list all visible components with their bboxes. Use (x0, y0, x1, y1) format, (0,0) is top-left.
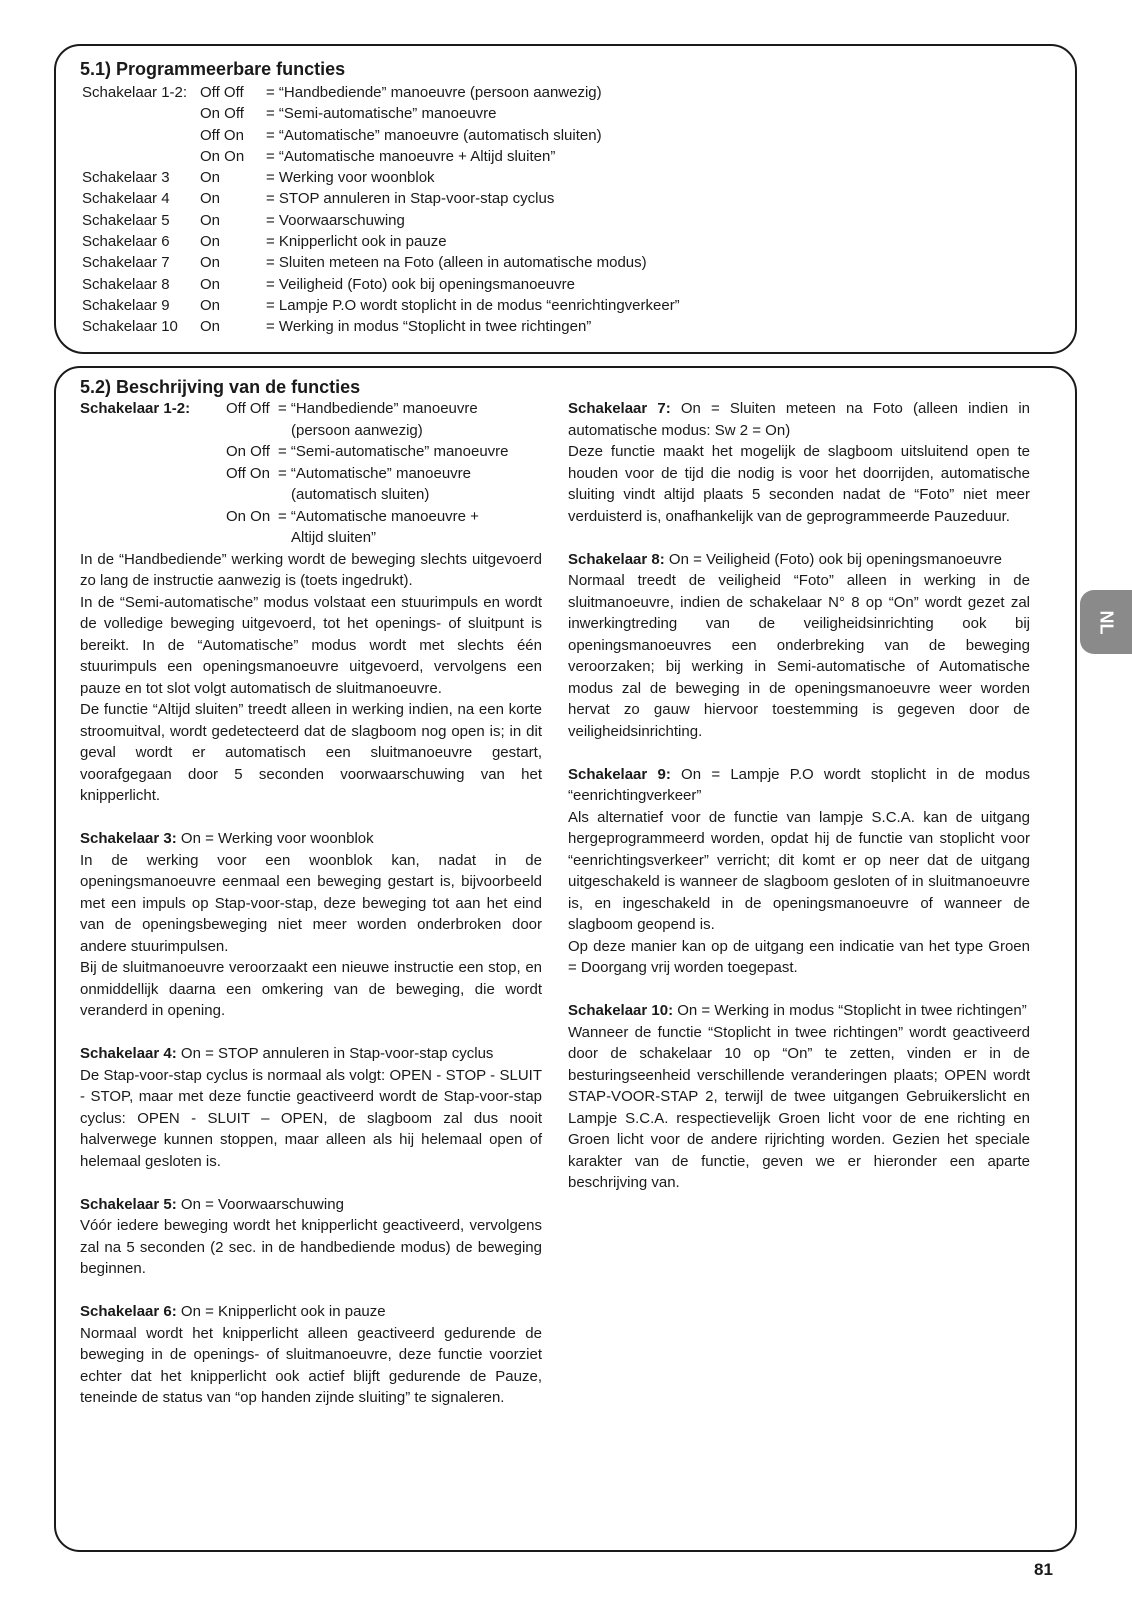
switch-7-block (568, 398, 1030, 527)
spacer-cell (80, 527, 226, 549)
switch-description: (automatisch sluiten) (291, 486, 430, 503)
switch-setting: On (200, 233, 221, 251)
paragraph: Normaal treedt de veiligheid “Foto” alleen in werking in de sluitmanoeuvre, indien de schakelaar N° 8 op “On” wordt gezet zal inwerkingtreding van de veiligheidsinrichting ook bij openingsmanoeuvres een onderbreking van de beweging veroorzaken; bij werking in Semi-automatische of Automatische modus zal de beweging in de openingsmanoeuvre weer worden hervat zo gauw hiervoor toestemming is gegeven door de veiligheidsinrichting. (568, 572, 1030, 740)
table-row (80, 398, 542, 420)
switch-label: Schakelaar 6: (80, 1303, 177, 1320)
switch-4-block (80, 1043, 542, 1172)
switch-heading-text: On = Werking voor woonblok (176, 830, 374, 847)
switch-setting: On Off (200, 105, 244, 123)
switch-setting: Off Off (226, 400, 270, 417)
switch-label: Schakelaar 5: (80, 1195, 177, 1213)
switch-label: Schakelaar 7: (568, 400, 671, 417)
switch-8-block (568, 549, 1030, 743)
switch-setting: On (200, 190, 221, 208)
table-row (82, 252, 680, 273)
table-row (82, 210, 680, 231)
switch-label: Schakelaar 8: (568, 550, 665, 568)
switch-setting: On (200, 211, 221, 229)
switch-description: = Werking voor woonblok (266, 169, 435, 187)
switch-description: = “Handbediende” manoeuvre (278, 400, 478, 417)
switch-description: = Veiligheid (Foto) ook bij openingsmanoeuvre (266, 275, 575, 293)
switch-description: = “Handbediende” manoeuvre (persoon aanwezig) (266, 84, 602, 101)
switch-setting: On Off (226, 443, 270, 460)
switch-1-2-table (80, 398, 542, 549)
switch-setting: On (200, 254, 221, 272)
paragraph: In de “Semi-automatische” modus volstaat een stuurimpuls en wordt de volledige beweging uitgevoerd, tot het openings- of sluitpunt is bereikt. In de “Automatische” modus wordt met slechts één stuurimpuls een openingsmanoeuvre uitgevoerd, vervolgens een pauze en tot slot volgt automatisch de sluitmanoeuvre. (80, 593, 542, 697)
switch-heading-text: On = Werking in modus “Stoplicht in twee richtingen” (673, 1002, 1027, 1019)
switch-setting: Off On (200, 126, 244, 144)
switch-label: Schakelaar 6 (82, 233, 170, 251)
paragraph: Deze functie maakt het mogelijk de slagboom uitsluitend open te houden voor de tijd die nodig is voor het doorrijden, automatische sluiting vindt altijd plaats 5 seconden nadat de “Foto” niet meer verduisterd is, onafhankelijk van de geprogrammeerde Pauzeduur. (568, 443, 1030, 525)
table-row (82, 295, 680, 316)
switch-description: Altijd sluiten” (291, 529, 377, 546)
switch-heading-text: On = Veiligheid (Foto) ook bij openingsmanoeuvre (664, 550, 1003, 568)
switch-6-block (80, 1301, 542, 1409)
switch-label: Schakelaar 8 (82, 275, 170, 293)
switch-label (82, 103, 200, 124)
table-row (82, 316, 680, 337)
switch-description: (persoon aanwezig) (291, 421, 423, 439)
table-row (80, 463, 542, 485)
switch-label: Schakelaar 1-2: (82, 84, 188, 101)
switch-5-block (80, 1194, 542, 1280)
switch-setting (226, 420, 278, 442)
section-5-1-title: 5.1) Programmeerbare functies (80, 59, 346, 79)
switch-description: = “Automatische manoeuvre + (278, 507, 479, 525)
switch-heading-text: On = Sluiten meteen na Foto (alleen indien in automatische modus: Sw 2 = On) (568, 400, 1030, 439)
switch-label: Schakelaar 10: (568, 1002, 674, 1019)
switch-1-2-block (80, 398, 542, 807)
switch-description: = “Automatische” manoeuvre (278, 464, 472, 482)
switch-heading (568, 398, 1030, 441)
table-row (82, 103, 680, 124)
paragraph: Op deze manier kan op de uitgang een indicatie van het type Groen = Doorgang vrij worden toegepast. (568, 937, 1030, 976)
section-5-2-title: 5.2) Beschrijving van de functies (80, 377, 361, 397)
switch-setting: On (200, 296, 221, 314)
switch-label: Schakelaar 3: (80, 830, 177, 847)
paragraph: Als alternatief voor de functie van lampje S.C.A. kan de uitgang hergeprogrammeerd worden, opdat hij de functie van stoplicht voor “eenrichtingsverkeer” verricht; dit komt er op neer dat de uitgang uitgeschakeld is wanneer de slagboom gesloten of in sluitmanoeuvre is, en ingeschakeld in de openingsmanoeuvre of wanneer de slagboom geopend is. (568, 808, 1030, 933)
switch-heading (80, 1194, 542, 1216)
paragraph: In de werking voor een woonblok kan, nadat in de openingsmanoeuvre eenmaal een beweging gestart is, bijvoorbeeld met een impuls op Stap-voor-stap, deze beweging tot aan het eind van de openingsbeweging niet meer worden onderbroken door andere stuurimpulsen. (80, 851, 542, 955)
switch-description: = “Semi-automatische” manoeuvre (278, 443, 509, 460)
switch-heading-text: On = Voorwaarschuwing (176, 1195, 344, 1213)
paragraph: De Stap-voor-stap cyclus is normaal als volgt: OPEN - STOP - SLUIT - STOP, maar met deze functie geactiveerd wordt de Stap-voor-stap cyclus: OPEN - SLUIT – OPEN, de slagboom zal dus nooit halverwege kunnen stoppen, maar alleen als hij helemaal open of helemaal gesloten is. (80, 1066, 542, 1170)
table-row (80, 420, 542, 442)
switch-setting (226, 484, 278, 506)
switch-label: Schakelaar 9 (82, 296, 170, 314)
switch-setting (226, 527, 278, 549)
spacer-cell (80, 420, 226, 442)
switch-heading-text: On = Lampje P.O wordt stoplicht in de modus “eenrichtingverkeer” (568, 765, 1030, 804)
switch-label: Schakelaar 10 (82, 318, 178, 336)
table-row (80, 506, 542, 528)
switch-1-2-label: Schakelaar 1-2: (80, 400, 191, 417)
right-column (568, 398, 1030, 1194)
paragraph: Wanneer de functie “Stoplicht in twee richtingen” wordt geactiveerd door de schakelaar 10 op “On” te zetten, vinden er in de besturingseenheid verschillende veranderingen plaats; OPEN wordt STAP-VOOR-STAP 2, terwijl de twee uitgangen Gebruikerslicht en Lampje S.C.A. respectievelijk Groen licht voor de ene richting en Groen licht voor de andere rijrichting worden. Gezien het speciale karakter van de functie, geven we er hieronder een aparte beschrijving van. (568, 1023, 1030, 1191)
table-row (80, 441, 542, 463)
switch-description: = STOP annuleren in Stap-voor-stap cyclus (266, 190, 555, 208)
switch-9-block (568, 764, 1030, 979)
table-row (82, 146, 680, 167)
switch-heading (80, 1301, 542, 1323)
switch-description: = “Semi-automatische” manoeuvre (266, 105, 497, 123)
switch-label (82, 146, 200, 167)
switch-setting: On (200, 318, 221, 336)
table-row (82, 231, 680, 252)
table-row (82, 82, 680, 103)
table-row (82, 125, 680, 146)
switch-description: = “Automatische manoeuvre + Altijd sluiten” (266, 147, 556, 165)
switch-heading (568, 549, 1030, 571)
switch-setting: On (200, 169, 221, 187)
switch-label: Schakelaar 4: (80, 1045, 177, 1062)
switch-heading (568, 1000, 1030, 1022)
paragraph: De functie “Altijd sluiten” treedt alleen in werking indien, na een korte stroomuitval, wordt gedetecteerd dat de slagboom nog open is; in dit geval wordt er automatisch een sluitmanoeuvre gestart, voorafgegaan door 5 seconden voorwaarschuwing van het knipperlicht. (80, 701, 542, 804)
switch-heading-text: On = Knipperlicht ook in pauze (176, 1303, 386, 1320)
language-tab-label: NL (1096, 610, 1117, 634)
paragraph: In de “Handbediende” werking wordt de beweging slechts uitgevoerd zo lang de instructie aanwezig is (toets ingedrukt). (80, 550, 542, 589)
switch-heading (568, 764, 1030, 807)
switch-settings-table (82, 82, 680, 338)
spacer-cell (80, 484, 226, 506)
switch-setting: On On (200, 147, 245, 165)
switch-label: Schakelaar 9: (568, 765, 671, 783)
switch-label: Schakelaar 7 (82, 254, 170, 272)
left-column (80, 398, 542, 1409)
table-row (82, 167, 680, 188)
switch-description: = Knipperlicht ook in pauze (266, 233, 447, 251)
table-row (82, 274, 680, 295)
function-descriptions-box (54, 366, 1077, 1552)
switch-description: = Voorwaarschuwing (266, 211, 405, 229)
switch-setting: Off Off (200, 84, 244, 101)
spacer-cell (80, 441, 226, 463)
switch-3-block (80, 828, 542, 1022)
switch-heading (80, 1043, 542, 1065)
switch-description: = Sluiten meteen na Foto (alleen in automatische modus) (266, 254, 647, 272)
table-row (82, 188, 680, 209)
switch-setting: Off On (226, 464, 270, 482)
page-number: 81 (1034, 1560, 1053, 1579)
paragraph: Normaal wordt het knipperlicht alleen geactiveerd gedurende de beweging in de openings- of sluitmanoeuvre, deze functie voorziet echter dat het knipperlicht ook actief blijft gedurende de Pauze, teneinde de status van “op handen zijnde sluiting” te signaleren. (80, 1324, 542, 1406)
table-row (80, 484, 542, 506)
switch-label: Schakelaar 4 (82, 190, 170, 208)
programmable-functions-box (54, 44, 1077, 354)
switch-setting: On On (226, 507, 271, 525)
spacer-cell (80, 463, 226, 485)
switch-10-block (568, 1000, 1030, 1194)
switch-label (82, 125, 200, 146)
language-tab (1080, 590, 1132, 654)
switch-setting: On (200, 275, 221, 293)
switch-label: Schakelaar 3 (82, 169, 170, 187)
switch-heading-text: On = STOP annuleren in Stap-voor-stap cyclus (176, 1045, 494, 1062)
spacer-cell (80, 506, 226, 528)
switch-description: = Lampje P.O wordt stoplicht in de modus “eenrichtingverkeer” (266, 296, 680, 314)
switch-description: = Werking in modus “Stoplicht in twee richtingen” (266, 318, 592, 336)
switch-heading (80, 828, 542, 850)
table-row (80, 527, 542, 549)
switch-description: = “Automatische” manoeuvre (automatisch sluiten) (266, 126, 602, 144)
paragraph: Vóór iedere beweging wordt het knipperlicht geactiveerd, vervolgens zal na 5 seconden (2 sec. in de handbediende modus) de beweging beginnen. (80, 1217, 542, 1277)
paragraph: Bij de sluitmanoeuvre veroorzaakt een nieuwe instructie een stop, en onmiddellijk daarna een omkering van de beweging, die wordt veranderd in opening. (80, 959, 542, 1019)
switch-label: Schakelaar 5 (82, 211, 170, 229)
